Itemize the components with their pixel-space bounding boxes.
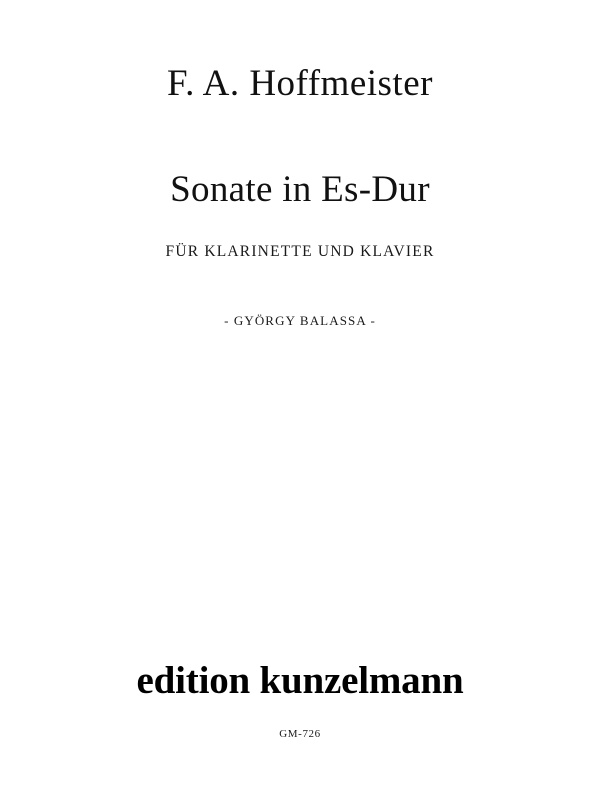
instrumentation-subtitle: FÜR KLARINETTE UND KLAVIER bbox=[165, 243, 435, 260]
work-title: Sonate in Es-Dur bbox=[170, 169, 430, 210]
composer-name: F. A. Hoffmeister bbox=[167, 63, 433, 104]
publisher-name: edition kunzelmann bbox=[136, 659, 464, 702]
editor-credit: - GYÖRGY BALASSA - bbox=[224, 313, 376, 328]
plate-number: GM-726 bbox=[279, 728, 321, 740]
